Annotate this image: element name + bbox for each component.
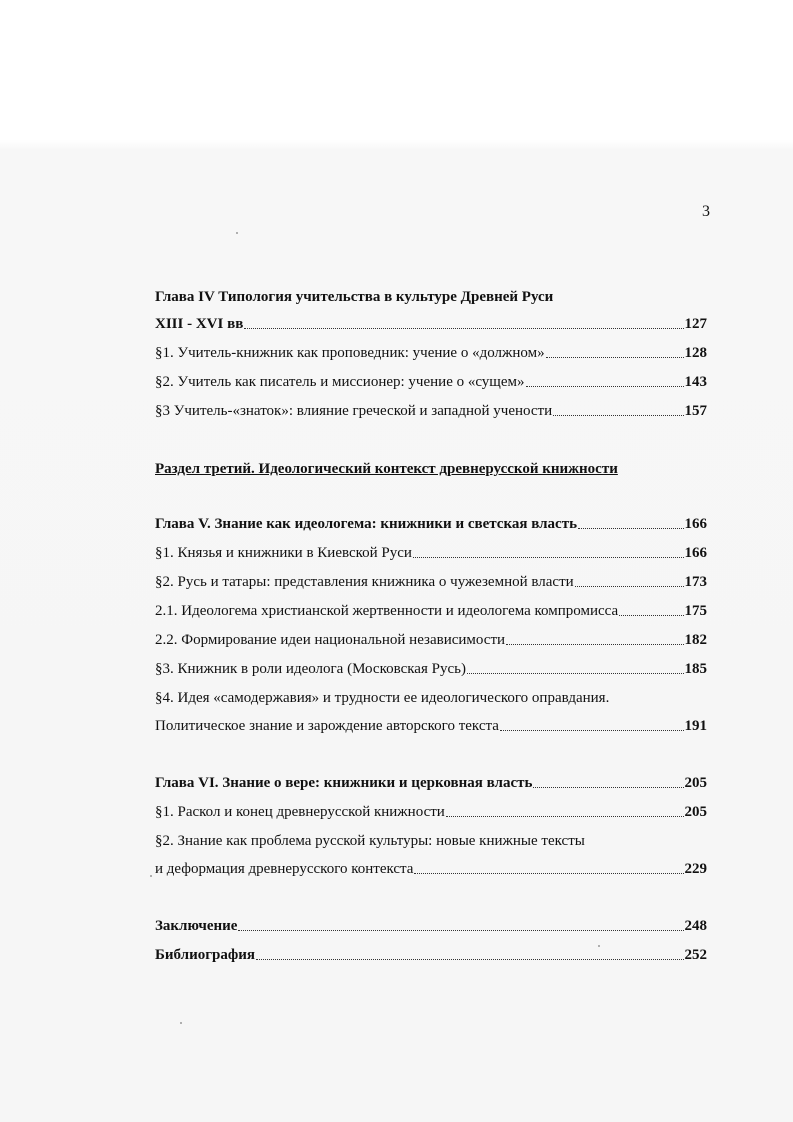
section-title: Раздел третий. Идеологический контекст древнерусской книжности: [155, 461, 618, 477]
leader-dots: [575, 572, 684, 587]
toc-entry-text: §3 Учитель-«знаток»: влияние греческой и западной учености: [155, 403, 553, 419]
toc-entry-page: 229: [684, 861, 707, 877]
toc-entry-page: 128: [684, 345, 707, 361]
chapter-5-entry[interactable]: [155, 514, 707, 534]
leader-dots: [500, 716, 684, 731]
toc-entry[interactable]: [155, 372, 707, 392]
toc-entry-text: §3. Книжник в роли идеолога (Московская Русь): [155, 661, 466, 677]
toc-entry-text: Глава V. Знание как идеологема: книжники и светская власть: [155, 516, 578, 532]
toc-entry[interactable]: [155, 716, 707, 736]
scan-speck: [598, 945, 600, 947]
toc-entry-text: и деформация древнерусского контекста: [155, 861, 414, 877]
leader-dots: [553, 401, 683, 416]
leader-dots: [619, 601, 683, 616]
leader-dots: [533, 773, 683, 788]
leader-dots: [413, 543, 684, 558]
toc-entry-page: 185: [684, 661, 707, 677]
conclusion-entry[interactable]: [155, 916, 707, 936]
toc-entry-page: 173: [684, 574, 707, 590]
toc-entry[interactable]: [155, 572, 707, 592]
leader-dots: [414, 859, 683, 874]
leader-dots: [446, 802, 684, 817]
toc-entry-text: 2.1. Идеологема христианской жертвенности и идеологема компромисса: [155, 603, 619, 619]
leader-dots: [506, 630, 683, 645]
page-number: 3: [702, 203, 710, 220]
toc-entry-page: 205: [684, 804, 707, 820]
leader-dots: [244, 314, 683, 329]
toc-entry-page: 191: [684, 718, 707, 734]
toc-entry[interactable]: [155, 343, 707, 363]
leader-dots: [256, 945, 683, 960]
chapter-4-subtitle-entry[interactable]: [155, 314, 707, 334]
toc-entry[interactable]: [155, 859, 707, 879]
toc-entry-page: 205: [684, 775, 707, 791]
toc-entry-page: 252: [684, 947, 707, 963]
chapter-4-title: Глава IV Типология учительства в культуре Древней Руси: [155, 289, 554, 305]
toc-entry-page: 166: [684, 516, 707, 532]
toc-entry[interactable]: [155, 630, 707, 650]
toc-entry-text-line1: §4. Идея «самодержавия» и трудности ее идеологического оправдания.: [155, 690, 610, 706]
toc-entry-text: §1. Раскол и конец древнерусской книжности: [155, 804, 445, 820]
bibliography-entry[interactable]: [155, 945, 707, 965]
toc-entry-text: §2. Русь и татары: представления книжника о чужеземной власти: [155, 574, 574, 590]
toc-entry-page: 182: [684, 632, 707, 648]
toc-entry-page: 248: [684, 918, 707, 934]
toc-entry[interactable]: [155, 401, 707, 421]
scan-speck: [180, 1022, 182, 1024]
scan-speck: [236, 232, 238, 234]
toc-entry-text: §1. Учитель-книжник как проповедник: учение о «должном»: [155, 345, 545, 361]
toc-entry-page: 175: [684, 603, 707, 619]
toc-entry-text: Заключение: [155, 918, 238, 934]
chapter-6-entry[interactable]: [155, 773, 707, 793]
toc-entry-text: Политическое знание и зарождение авторского текста: [155, 718, 499, 734]
toc-entry-text: §1. Князья и книжники в Киевской Руси: [155, 545, 412, 561]
toc-entry-text: 2.2. Формирование идеи национальной независимости: [155, 632, 506, 648]
toc-entry[interactable]: [155, 659, 707, 679]
toc-entry-text: XIII - XVI вв: [155, 316, 244, 332]
toc-entry-text: Библиография: [155, 947, 256, 963]
toc-entry[interactable]: [155, 601, 707, 621]
toc-entry-text: §2. Учитель как писатель и миссионер: учение о «сущем»: [155, 374, 525, 390]
leader-dots: [578, 514, 683, 529]
toc-entry[interactable]: [155, 543, 707, 563]
toc-entry[interactable]: [155, 802, 707, 822]
leader-dots: [546, 343, 684, 358]
toc-entry-page: 143: [684, 374, 707, 390]
toc-entry-text-line1: §2. Знание как проблема русской культуры: новые книжные тексты: [155, 833, 585, 849]
toc-entry-page: 166: [684, 545, 707, 561]
leader-dots: [238, 916, 683, 931]
toc-entry-page: 157: [684, 403, 707, 419]
leader-dots: [467, 659, 684, 674]
toc-entry-page: 127: [684, 316, 707, 332]
toc-entry-text: Глава VI. Знание о вере: книжники и церковная власть: [155, 775, 533, 791]
scan-speck: [150, 875, 152, 877]
leader-dots: [526, 372, 684, 387]
